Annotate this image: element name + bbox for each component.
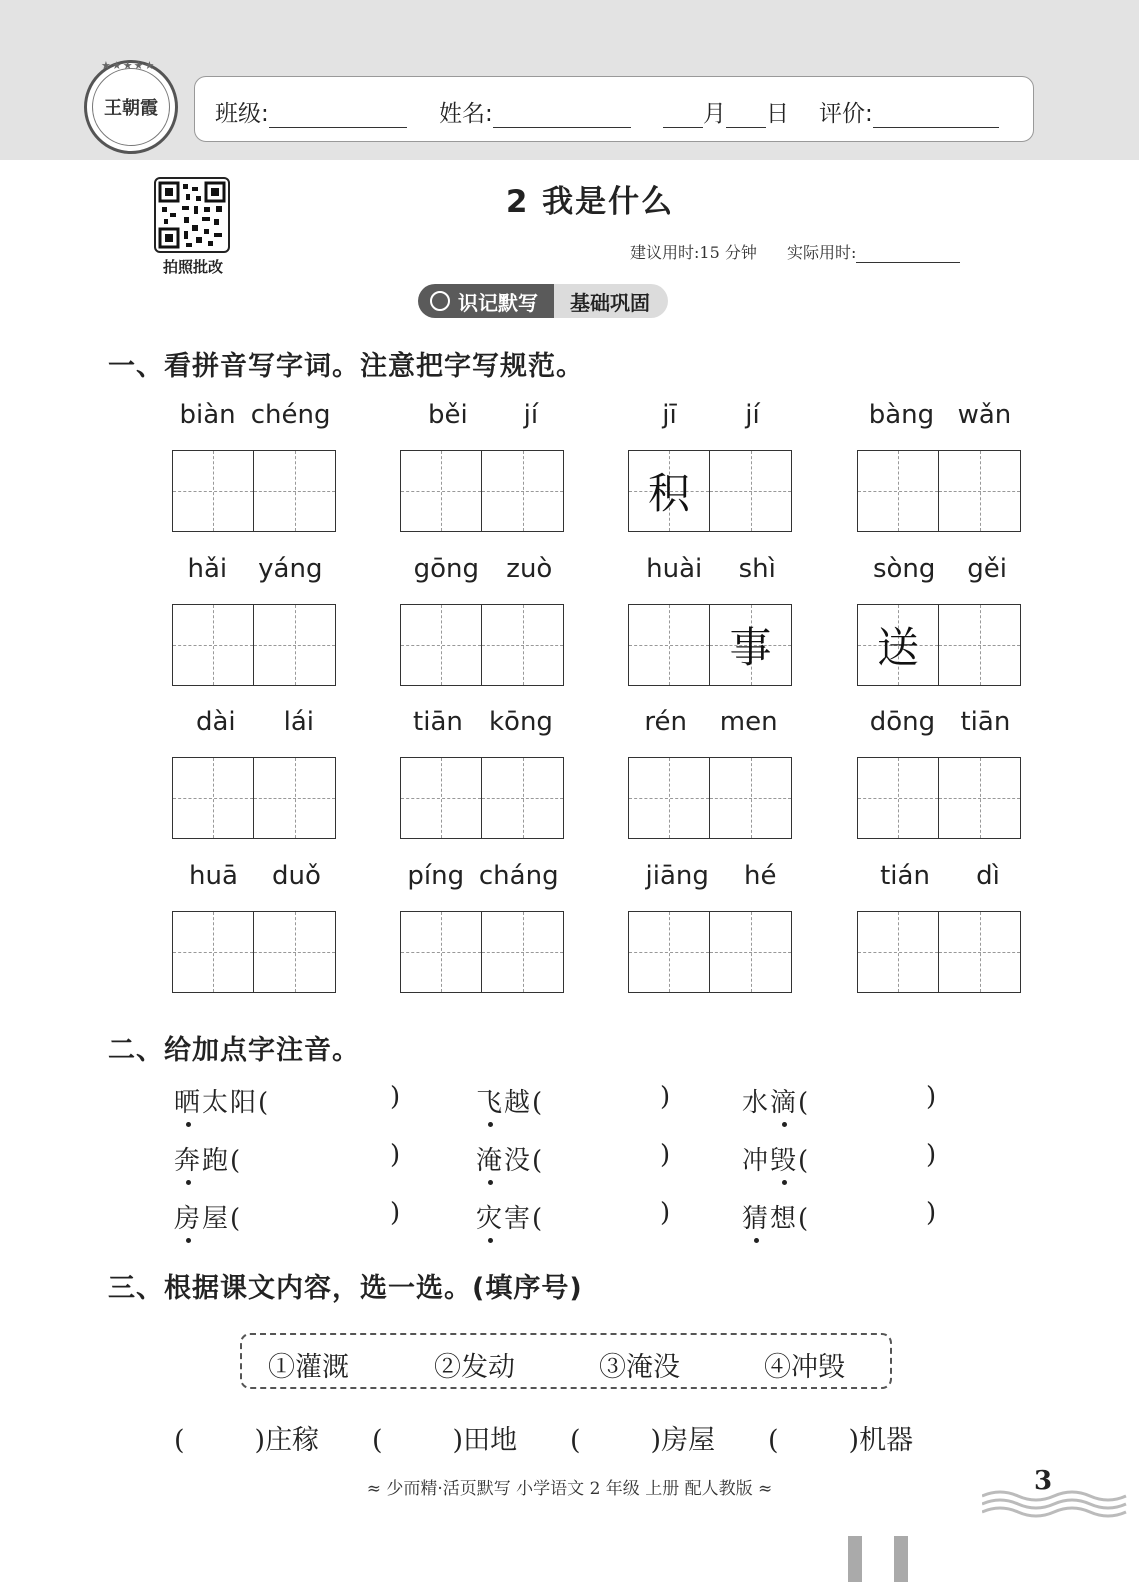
month-label: 月 xyxy=(703,101,726,127)
footer-text: ≈ 少而精·活页默写 小学语文 2 年级 上册 配人教版 ≈ xyxy=(366,1479,773,1499)
writing-cell[interactable] xyxy=(254,757,336,839)
dotted-char: 奔 xyxy=(174,1146,203,1176)
writing-cell[interactable] xyxy=(710,757,792,839)
word-item xyxy=(400,554,566,686)
option-3: ③淹没 xyxy=(599,1352,680,1383)
edge-marker xyxy=(848,1536,862,1582)
section3-title: 三、根据课文内容，选一选。(填序号) xyxy=(108,1273,583,1304)
pinyin-label xyxy=(857,400,1023,440)
writing-cell[interactable] xyxy=(254,604,336,686)
pronunciation-item[interactable] xyxy=(174,1140,242,1177)
plain-char: 跑 xyxy=(202,1146,231,1176)
open-paren: ( xyxy=(798,1088,811,1118)
writing-cell[interactable] xyxy=(710,911,792,993)
writing-cell[interactable] xyxy=(400,911,482,993)
pinyin-syllable: dài xyxy=(195,707,236,737)
pinyin-syllable: sòng xyxy=(872,554,936,584)
evaluation-field[interactable] xyxy=(819,95,999,128)
writing-cell[interactable] xyxy=(857,450,939,532)
word-item xyxy=(400,861,566,993)
dotted-char: 滴 xyxy=(770,1088,799,1118)
plain-char: 没 xyxy=(504,1146,533,1176)
blank-label-4: 机器 xyxy=(859,1425,914,1456)
writing-cell[interactable] xyxy=(939,604,1021,686)
writing-cell[interactable] xyxy=(482,450,564,532)
writing-cell[interactable] xyxy=(857,604,939,686)
close-paren: ) xyxy=(660,1198,673,1228)
pinyin-syllable: jí xyxy=(523,400,539,430)
pinyin-label xyxy=(400,707,566,747)
open-paren: ( xyxy=(798,1204,811,1234)
word-item xyxy=(172,554,338,686)
blank-label-3: 房屋 xyxy=(661,1425,716,1456)
pronunciation-item[interactable] xyxy=(742,1140,810,1177)
word-item xyxy=(857,861,1023,993)
open-paren: ( xyxy=(258,1088,271,1118)
writing-cell[interactable] xyxy=(939,757,1021,839)
pinyin-syllable: jiāng xyxy=(645,861,709,891)
plain-char: 水 xyxy=(742,1088,771,1118)
pinyin-syllable: duǒ xyxy=(272,861,321,891)
name-field[interactable] xyxy=(439,95,631,128)
pinyin-syllable: huā xyxy=(189,861,238,891)
word-item xyxy=(172,707,338,839)
student-info-box xyxy=(194,76,1034,142)
section-badge xyxy=(418,284,668,318)
plain-char: 想 xyxy=(770,1204,799,1234)
word-item xyxy=(857,400,1023,532)
pinyin-label xyxy=(172,861,338,901)
pinyin-syllable: chéng xyxy=(250,400,331,430)
writing-cell[interactable] xyxy=(400,604,482,686)
fill-blank-4[interactable]: ( )机器 xyxy=(768,1425,914,1456)
open-paren: ( xyxy=(532,1204,545,1234)
pinyin-label xyxy=(628,400,794,440)
pinyin-label xyxy=(172,707,338,747)
pronunciation-item[interactable] xyxy=(174,1082,270,1119)
pronunciation-item[interactable] xyxy=(742,1082,810,1119)
writing-cell[interactable] xyxy=(628,757,710,839)
pinyin-syllable: tián xyxy=(880,861,930,891)
date-field[interactable] xyxy=(663,95,789,128)
pronunciation-item[interactable] xyxy=(742,1198,810,1235)
word-item xyxy=(857,554,1023,686)
pinyin-label xyxy=(857,861,1023,901)
pinyin-syllable: gěi xyxy=(967,554,1008,584)
plain-char: 太阳 xyxy=(202,1088,259,1118)
wave-decoration-icon xyxy=(982,1484,1132,1520)
writing-cell[interactable] xyxy=(628,604,710,686)
pinyin-label xyxy=(400,400,566,440)
dotted-char: 房 xyxy=(174,1204,203,1234)
pinyin-syllable: rén xyxy=(644,707,687,737)
badge-left-label: 识记默写 xyxy=(458,290,538,315)
time-info xyxy=(630,240,960,263)
pinyin-syllable: lái xyxy=(283,707,315,737)
pinyin-label xyxy=(172,400,338,440)
pinyin-syllable: biàn xyxy=(179,400,236,430)
edge-marker xyxy=(894,1536,908,1582)
pinyin-syllable: men xyxy=(719,707,778,737)
dotted-char: 飞 xyxy=(476,1088,505,1118)
plain-char: 害 xyxy=(504,1204,533,1234)
word-item xyxy=(628,861,794,993)
pinyin-syllable: hǎi xyxy=(187,554,228,584)
publisher-logo xyxy=(84,60,178,154)
word-item xyxy=(628,707,794,839)
pinyin-syllable: jí xyxy=(745,400,760,430)
cell-character: 事 xyxy=(729,623,772,672)
options-box xyxy=(240,1333,892,1389)
writing-cell[interactable] xyxy=(482,604,564,686)
writing-cell[interactable] xyxy=(482,911,564,993)
cell-character: 送 xyxy=(876,623,919,672)
writing-cell[interactable] xyxy=(254,911,336,993)
fill-blank-1[interactable]: ( )庄稼 xyxy=(174,1425,320,1456)
pinyin-syllable: gōng xyxy=(413,554,480,584)
writing-cell[interactable] xyxy=(172,450,254,532)
plain-char: 屋 xyxy=(202,1204,231,1234)
dotted-char: 晒 xyxy=(174,1088,203,1118)
close-paren: ) xyxy=(390,1140,403,1170)
writing-cell[interactable] xyxy=(172,757,254,839)
close-paren: ) xyxy=(926,1140,939,1170)
plain-char: 冲 xyxy=(742,1146,771,1176)
page-title: 2 我是什么 xyxy=(505,184,675,220)
writing-cell[interactable] xyxy=(400,450,482,532)
pinyin-label xyxy=(628,861,794,901)
close-paren: ) xyxy=(660,1140,673,1170)
close-paren: ) xyxy=(660,1082,673,1112)
writing-cell[interactable] xyxy=(710,604,792,686)
writing-cell[interactable] xyxy=(857,757,939,839)
pinyin-syllable: tiān xyxy=(413,707,463,737)
open-paren: ( xyxy=(230,1146,243,1176)
close-paren: ) xyxy=(926,1082,939,1112)
option-2: ②发动 xyxy=(434,1352,515,1383)
pronunciation-item[interactable] xyxy=(476,1140,544,1177)
cell-character: 积 xyxy=(647,469,690,518)
badge-left xyxy=(418,284,554,318)
writing-cell[interactable] xyxy=(939,450,1021,532)
badge-right: 基础巩固 xyxy=(554,284,668,318)
pinyin-syllable: tiān xyxy=(960,707,1011,737)
fill-blank-3[interactable]: ( )房屋 xyxy=(570,1425,716,1456)
pinyin-label xyxy=(400,554,566,594)
option-1: ①灌溉 xyxy=(268,1352,349,1383)
writing-cell[interactable] xyxy=(482,757,564,839)
pinyin-syllable: cháng xyxy=(478,861,559,891)
day-label: 日 xyxy=(766,101,789,127)
fill-blank-2[interactable]: ( )田地 xyxy=(372,1425,518,1456)
qr-label: 拍照批改 xyxy=(162,258,223,276)
section2-title: 二、给加点字注音。 xyxy=(108,1035,360,1066)
class-field[interactable] xyxy=(215,95,407,128)
pinyin-label xyxy=(857,707,1023,747)
pronunciation-item[interactable] xyxy=(174,1198,242,1235)
pinyin-syllable: dōng xyxy=(869,707,936,737)
word-item xyxy=(400,400,566,532)
qr-code-icon[interactable] xyxy=(154,177,230,253)
actual-time-label: 实际用时: xyxy=(787,243,857,262)
pinyin-label xyxy=(400,861,566,901)
pinyin-syllable: shì xyxy=(738,554,776,584)
writing-cell[interactable] xyxy=(628,450,710,532)
close-paren: ) xyxy=(926,1198,939,1228)
pinyin-syllable: kōng xyxy=(488,707,553,737)
writing-cell[interactable] xyxy=(172,604,254,686)
writing-cell[interactable] xyxy=(172,911,254,993)
pinyin-syllable: yáng xyxy=(258,554,323,584)
dotted-char: 毁 xyxy=(770,1146,799,1176)
star-icon: ★★★★★ xyxy=(101,59,156,72)
pinyin-label xyxy=(172,554,338,594)
name-label: 姓名: xyxy=(439,101,493,127)
writing-cell[interactable] xyxy=(254,450,336,532)
close-paren: ) xyxy=(390,1198,403,1228)
writing-cell[interactable] xyxy=(939,911,1021,993)
pinyin-syllable: běi xyxy=(427,400,468,430)
writing-cell[interactable] xyxy=(628,911,710,993)
pinyin-label xyxy=(857,554,1023,594)
open-paren: ( xyxy=(532,1088,545,1118)
word-item xyxy=(628,400,794,532)
eval-label: 评价: xyxy=(819,101,873,127)
word-item xyxy=(172,400,338,532)
pinyin-label xyxy=(628,707,794,747)
writing-cell[interactable] xyxy=(710,450,792,532)
open-paren: ( xyxy=(230,1204,243,1234)
close-paren: ) xyxy=(390,1082,403,1112)
word-item xyxy=(628,554,794,686)
pinyin-syllable: jī xyxy=(662,400,677,430)
section1-title: 一、看拼音写字词。注意把字写规范。 xyxy=(108,351,584,382)
pinyin-syllable: bàng xyxy=(868,400,935,430)
open-paren: ( xyxy=(532,1146,545,1176)
pinyin-syllable: píng xyxy=(407,861,465,891)
pronunciation-item[interactable] xyxy=(476,1198,544,1235)
open-paren: ( xyxy=(798,1146,811,1176)
pronunciation-item[interactable] xyxy=(476,1082,544,1119)
writing-cell[interactable] xyxy=(857,911,939,993)
class-label: 班级: xyxy=(215,101,269,127)
logo-text: 王朝霞 xyxy=(92,68,170,146)
blank-label-1: 庄稼 xyxy=(265,1425,320,1456)
pinyin-syllable: hé xyxy=(743,861,777,891)
dotted-char: 灾 xyxy=(476,1204,505,1234)
pinyin-syllable: dì xyxy=(976,861,1000,891)
page-number: 3 xyxy=(1034,1466,1053,1496)
option-4: ④冲毁 xyxy=(764,1352,845,1383)
dotted-char: 猜 xyxy=(742,1204,771,1234)
suggested-time: 建议用时:15 分钟 xyxy=(630,243,757,262)
pinyin-syllable: huài xyxy=(646,554,703,584)
medal-icon xyxy=(430,291,450,311)
word-item xyxy=(172,861,338,993)
word-item xyxy=(857,707,1023,839)
dotted-char: 淹 xyxy=(476,1146,505,1176)
pinyin-syllable: zuò xyxy=(506,554,553,584)
blank-label-2: 田地 xyxy=(463,1425,518,1456)
word-item xyxy=(400,707,566,839)
pinyin-label xyxy=(628,554,794,594)
writing-cell[interactable] xyxy=(400,757,482,839)
plain-char: 越 xyxy=(504,1088,533,1118)
pinyin-syllable: wǎn xyxy=(957,400,1012,430)
